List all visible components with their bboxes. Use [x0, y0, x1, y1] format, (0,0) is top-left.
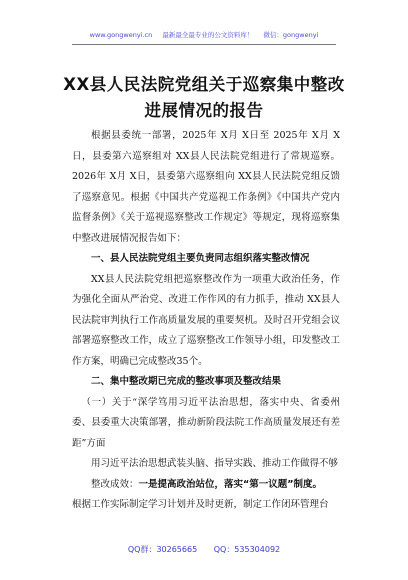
footer-qq-group: QQ群：30265665: [127, 545, 198, 554]
page-header: [0, 30, 408, 39]
section-heading-1: 一、县人民法院党组主要负责同志组织落实整改情况: [91, 253, 310, 264]
section-1-paragraph: XX县人民法院党组把巡察整改作为一项重大政治任务，作为强化全面从严治党、改进工作作风的有力抓手，推动 XX县人民法院审判执行工作高质量发展的重要契机。及时召开党组会议部署巡察整改工作，成立了巡察整改工作领导小组，印发整改工作方案，明确已完成整改35个。: [72, 273, 340, 367]
header-wechat: 微信：gongwenyi: [263, 31, 319, 39]
document-body: [72, 126, 340, 516]
effect-prefix: 整改成效：: [91, 478, 139, 490]
document-title: XX县人民法院党组关于巡察集中整改进展情况的报告: [63, 75, 345, 120]
continuation-paragraph: 根据工作实际制定学习计划并及时更新，制定工作闭环管理台: [72, 499, 329, 510]
issue-paragraph: 用习近平法治思想武装头脑、指导实践、推动工作做得不够: [91, 458, 339, 469]
effect-bold-text: 一是提高政治站位，落实“第一议题”制度。: [138, 478, 323, 490]
section-heading-2: 二、集中整改期已完成的整改事项及整改结果: [91, 376, 282, 387]
header-tagline: 最新最全最专业的公文资料库！: [162, 31, 254, 39]
header-divider: [72, 44, 336, 45]
footer-qq: QQ：535304092: [213, 545, 281, 554]
intro-paragraph: 根据县委统一部署，2025年 X月 X日至 2025年 X月 X日，县委第六巡察组对 XX县人民法院党组进行了常规巡察。2026年 X月 X日，县委第六巡察组向 XX县人民法院党组反馈了巡察意见。根据《中国共产党巡视工作条例》《中国共产党内监督条例》《关于巡视巡察整改工作规定》等规定，现将巡察集中整改进展情况报告如下：: [72, 130, 340, 244]
page-footer: [0, 544, 408, 555]
subsection-heading-1: （一）关于“深学笃用习近平法治思想，落实中央、省委州委、县委重大决策部署，推动新阶段法院工作高质量发展还有差距”方面: [72, 396, 340, 449]
effect-paragraph: [72, 475, 340, 496]
header-site-link[interactable]: www.gongwenyi.cn: [89, 31, 153, 39]
